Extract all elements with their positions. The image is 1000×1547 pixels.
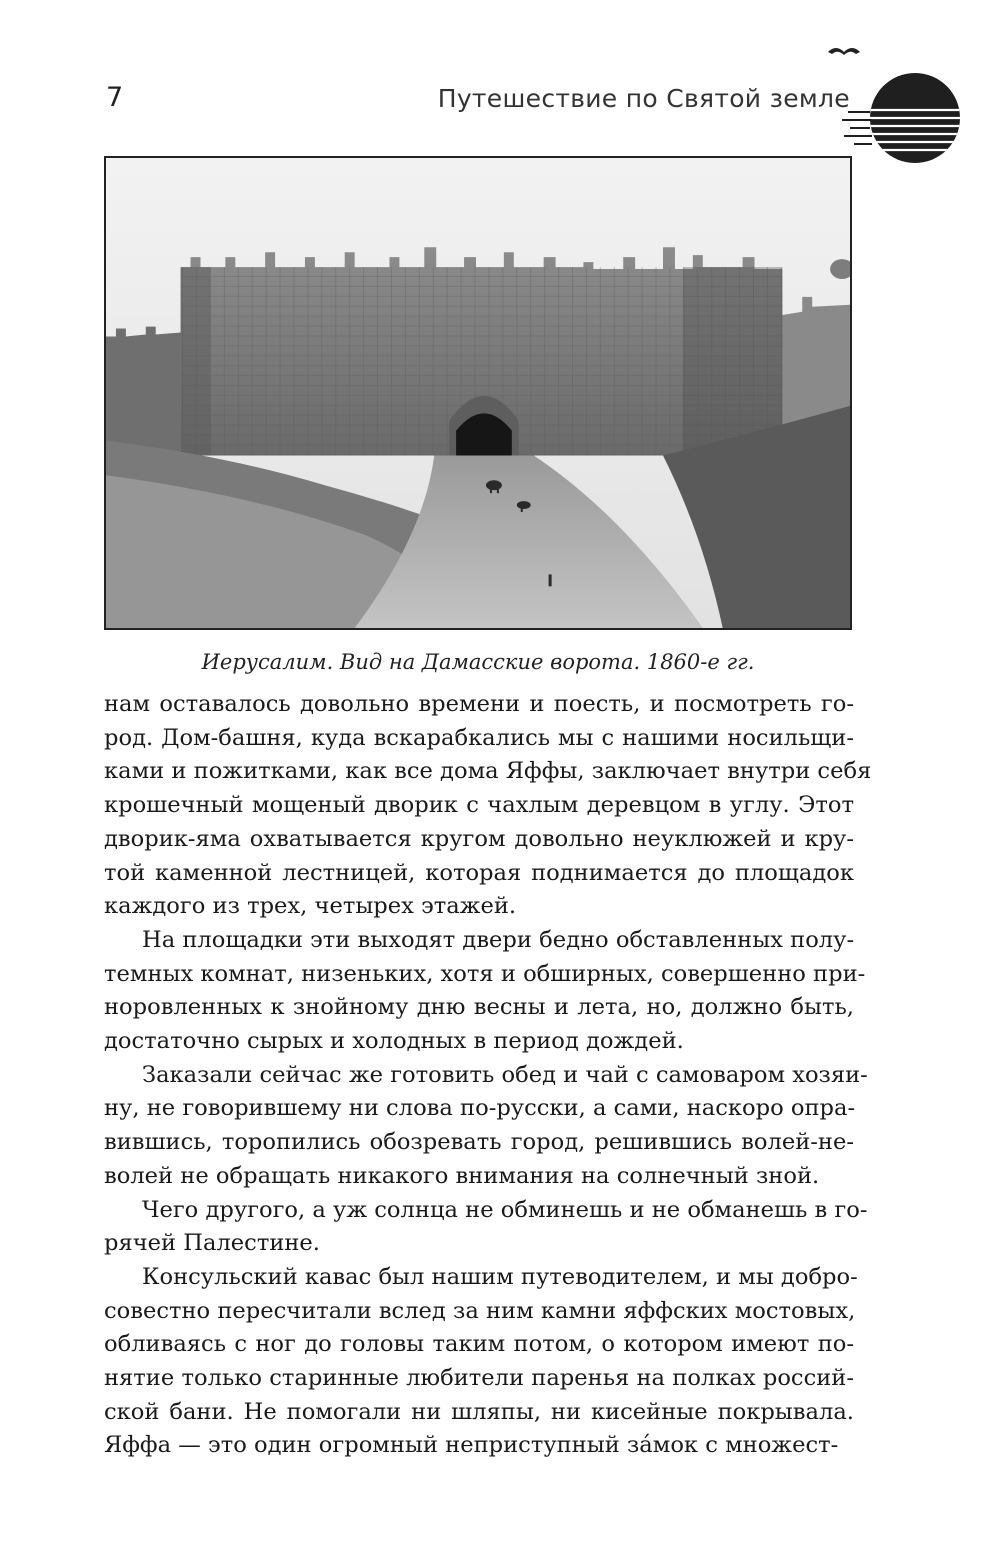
text-line: крошечный мощеный дворик с чахлым деревцом в углу. Этот [104, 792, 854, 819]
paragraph [104, 1261, 858, 1463]
text-line: ну, не говорившему ни слова по-русски, а сами, наскоро опра- [104, 1095, 856, 1122]
text-line: ками и пожитками, как все дома Яффы, заключает внутри себя [104, 758, 872, 785]
text-line: обливаясь с ног до головы таким потом, о котором имеют по- [104, 1331, 854, 1358]
text-line: волей не обращать никакого внимания на солнечный зной. [104, 1162, 820, 1189]
text-line: норовленных к знойному дню весны и лета, но, должно быть, [104, 994, 854, 1021]
text-line: род. Дом-башня, куда вскарабкались мы с нашими носильщи- [104, 724, 854, 751]
text-line: Консульский кавас был нашим путеводителем, и мы добро- [142, 1263, 858, 1290]
figure-caption: Иерусалим. Вид на Дамасские ворота. 1860-е гг. [201, 650, 755, 674]
text-line: Заказали сейчас же готовить обед и чай с самоваром хозяи- [142, 1061, 868, 1088]
page-number: 7 [106, 82, 124, 113]
running-title: Путешествие по Святой земле [437, 84, 850, 113]
text-line: нятие только старинные любители паренья на полках россий- [104, 1365, 854, 1392]
damascus-gate-photo [106, 158, 850, 628]
text-line: дворик-яма охватывается кругом довольно неуклюжей и кру- [104, 825, 854, 852]
text-line: достаточно сырых и холодных в период дождей. [104, 1028, 684, 1055]
moon-icon [842, 73, 970, 163]
text-line: Яффа — это один огромный неприступный за́мок с множест- [104, 1432, 839, 1459]
paragraph [104, 688, 872, 924]
text-line: той каменной лестницей, которая поднимается до площадок [104, 859, 854, 886]
text-line: Чего другого, а уж солнца не обминешь и не обманешь в го- [142, 1196, 868, 1223]
text-line: ской бани. Не помогали ни шляпы, ни кисейные покрывала. [104, 1398, 854, 1425]
text-line: совестно пересчитали вслед за ним камни яффских мостовых, [104, 1297, 856, 1324]
paragraph [104, 1194, 868, 1261]
photo-figure [104, 156, 852, 630]
text-line: каждого из трех, четырех этажей. [104, 893, 517, 920]
text-line: На площадки эти выходят двери бедно обставленных полу- [142, 926, 855, 953]
text-line: нам оставалось довольно времени и поесть, и посмотреть го- [104, 691, 854, 717]
publisher-logo [820, 40, 970, 165]
text-line: рячей Палестине. [104, 1230, 320, 1257]
bird-icon [828, 48, 860, 55]
paragraph [104, 924, 866, 1059]
text-line: темных комнат, низеньких, хотя и обширных, совершенно при- [104, 960, 866, 987]
body-text [104, 688, 872, 1463]
text-line: вившись, торопились обозревать город, решившись волей-не- [104, 1129, 854, 1156]
paragraph [104, 1059, 868, 1194]
